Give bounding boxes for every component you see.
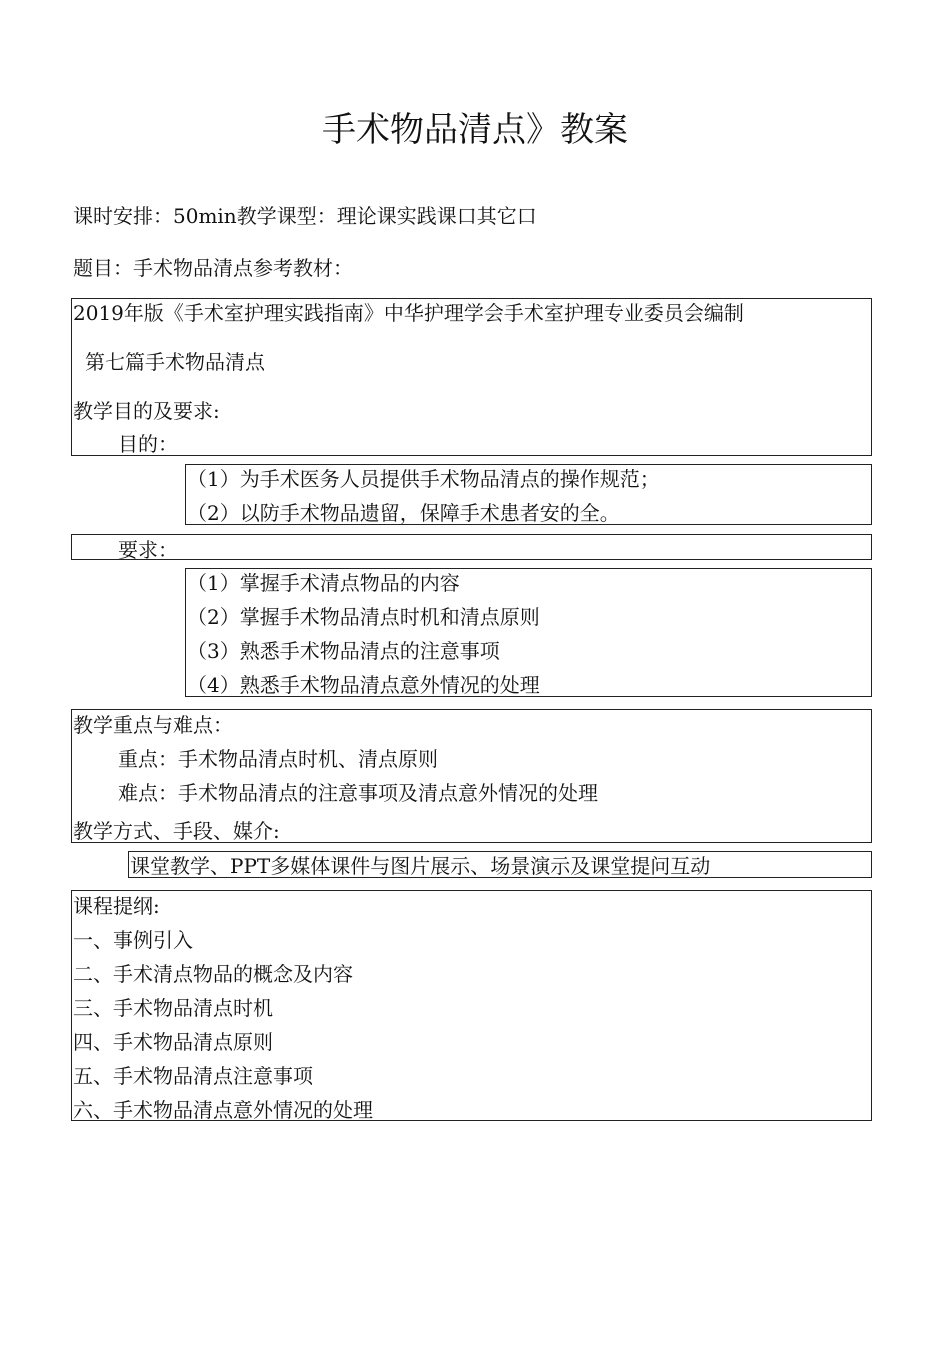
purpose-item: （1）为手术医务人员提供手术物品清点的操作规范；: [187, 467, 660, 491]
requirement-item: （2）掌握手术物品清点时机和清点原则: [187, 605, 540, 629]
method-box: [128, 851, 872, 878]
purpose-label: 目的：: [118, 432, 178, 456]
outline-item: 二、手术清点物品的概念及内容: [73, 962, 353, 986]
reference-chapter: 第七篇手术物品清点: [85, 350, 265, 374]
reference-box: [71, 298, 872, 456]
outline-item: 三、手术物品清点时机: [73, 996, 273, 1020]
outline-heading: 课程提纲:: [73, 894, 160, 918]
requirement-item: （3）熟悉手术物品清点的注意事项: [187, 639, 500, 663]
difficulty-point: 难点：手术物品清点的注意事项及清点意外情况的处理: [118, 781, 598, 805]
focus-heading: 教学重点与难点：: [73, 713, 233, 737]
outline-box: [71, 890, 872, 1121]
method-heading: 教学方式、手段、媒介:: [73, 819, 280, 843]
requirements-label: 要求：: [118, 538, 178, 562]
objectives-heading: 教学目的及要求:: [73, 399, 220, 423]
requirements-label-box: [71, 534, 872, 560]
topic-line: 题目：手术物品清点参考教材：: [73, 256, 353, 280]
document-title: 手术物品清点》教案: [322, 110, 628, 150]
requirement-item: （4）熟悉手术物品清点意外情况的处理: [187, 673, 540, 697]
outline-item: 一、事例引入: [73, 928, 193, 952]
schedule-line: 课时安排：50min教学课型：理论课实践课口其它口: [73, 204, 537, 228]
outline-item: 四、手术物品清点原则: [73, 1030, 273, 1054]
reference-book: 2019年版《手术室护理实践指南》中华护理学会手术室护理专业委员会编制: [73, 301, 744, 325]
key-point: 重点：手术物品清点时机、清点原则: [118, 747, 438, 771]
focus-box: [71, 709, 872, 843]
purpose-item: （2）以防手术物品遗留，保障手术患者安的全。: [187, 501, 620, 525]
requirement-item: （1）掌握手术清点物品的内容: [187, 571, 460, 595]
method-text: 课堂教学、PPT多媒体课件与图片展示、场景演示及课堂提问互动: [130, 854, 711, 878]
outline-item: 六、手术物品清点意外情况的处理: [73, 1098, 373, 1122]
requirements-list-box: [185, 568, 872, 697]
outline-item: 五、手术物品清点注意事项: [73, 1064, 313, 1088]
purpose-list-box: [185, 464, 872, 525]
